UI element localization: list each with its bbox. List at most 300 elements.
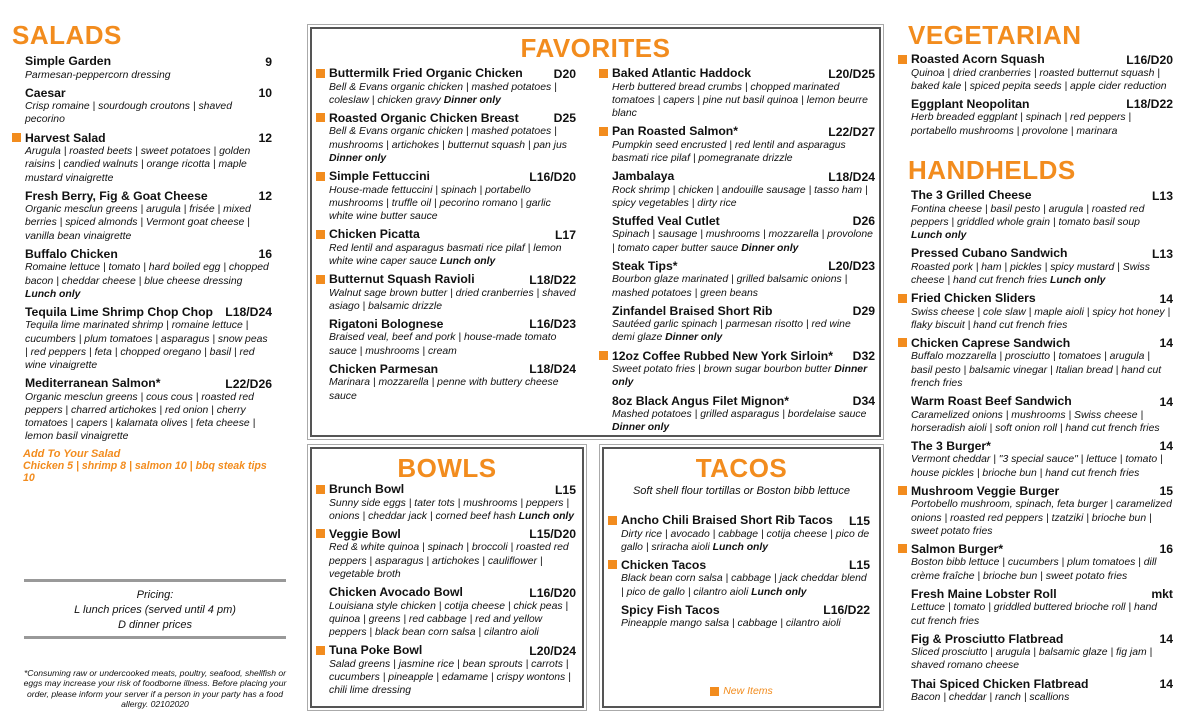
menu-item-description bbox=[898, 350, 1173, 390]
menu-item bbox=[599, 124, 875, 165]
menu-item-header bbox=[898, 542, 1173, 557]
menu-item-name bbox=[898, 632, 1063, 646]
menu-item bbox=[898, 542, 1173, 583]
menu-item bbox=[316, 227, 576, 268]
menu-item bbox=[12, 131, 272, 185]
menu-item-description-text: Louisiana style chicken | cotija cheese | chick peas | quinoa | greens | red cabbage | red and yellow peppers | black bean corn salsa | cilantro aioli bbox=[329, 600, 569, 638]
menu-item-name bbox=[898, 52, 1045, 66]
menu-item bbox=[599, 349, 875, 390]
vegetarian-section bbox=[898, 22, 1173, 142]
menu-item-description bbox=[898, 67, 1173, 93]
menu-item-description bbox=[599, 408, 875, 434]
favorites-title: FAVORITES bbox=[520, 33, 671, 63]
menu-item-header bbox=[316, 643, 576, 658]
menu-item-price: mkt bbox=[1151, 587, 1173, 602]
menu-item-name-text: Chicken Caprese Sandwich bbox=[911, 335, 1071, 350]
menu-item-description-text: Bourbon glaze marinated | grilled balsamic onions | mashed potatoes | green beans bbox=[612, 274, 848, 299]
menu-item-name-text: Zinfandel Braised Short Rib bbox=[612, 303, 773, 318]
new-item-marker-icon bbox=[316, 69, 325, 78]
menu-item bbox=[898, 291, 1173, 332]
menu-item-name bbox=[898, 677, 1088, 691]
add-to-salad-title: Add To Your Salad bbox=[23, 447, 121, 460]
menu-item-name-text: Thai Spiced Chicken Flatbread bbox=[911, 676, 1089, 691]
menu-item-description-text: Red & white quinoa | spinach | broccoli | roasted red peppers | asparagus | artichokes | cauliflower | vegetable broth bbox=[329, 542, 569, 580]
menu-item-description-text: Mashed potatoes | grilled asparagus | bordelaise sauce bbox=[612, 409, 867, 421]
menu-item-header bbox=[12, 86, 272, 101]
menu-item-description-text: Vermont cheddar | "3 special sauce" | lettuce | tomato | house pickles | brioche bun | hand cut french fries bbox=[911, 454, 1163, 479]
pricing-lunch: L lunch prices (served until 4 pm) bbox=[74, 604, 236, 616]
menu-item-name-text: Fresh Berry, Fig & Goat Cheese bbox=[25, 188, 208, 203]
new-item-marker-icon bbox=[316, 646, 325, 655]
menu-item-header bbox=[599, 214, 875, 229]
menu-item-description bbox=[608, 528, 870, 554]
new-item-marker-icon bbox=[316, 230, 325, 239]
menu-item-name-text: Chicken Tacos bbox=[621, 557, 707, 572]
menu-item-description-text: Roasted pork | ham | pickles | spicy mustard | Swiss cheese | hand cut french fries bbox=[911, 261, 1150, 286]
menu-item-description-text: Romaine lettuce | tomato | hard boiled egg | chopped bacon | cheddar cheese | blue cheese dressing bbox=[25, 262, 269, 287]
menu-item-header bbox=[316, 585, 576, 600]
menu-item bbox=[599, 66, 875, 120]
menu-item-name bbox=[608, 603, 720, 617]
menu-item-header bbox=[898, 246, 1173, 261]
menu-item-price: 14 bbox=[1159, 394, 1173, 409]
menu-item-name-text: Simple Garden bbox=[25, 54, 112, 68]
menu-item-name bbox=[12, 376, 160, 390]
menu-item-name-text: Roasted Acorn Squash bbox=[911, 52, 1045, 66]
menu-item-price: 12 bbox=[258, 189, 272, 204]
menu-item-description-text: Braised veal, beef and pork | house-made tomato sauce | mushrooms | cream bbox=[329, 332, 557, 357]
new-item-marker-icon bbox=[608, 516, 617, 525]
menu-item-name bbox=[898, 188, 1032, 202]
menu-item-price: 12 bbox=[258, 131, 272, 146]
menu-item-description-text: Caramelized onions | mushrooms | Swiss cheese | horseradish aioli | soft onion roll | hand cut french fries bbox=[911, 409, 1160, 434]
menu-item-description-text: Herb buttered bread crumbs | chopped marinated tomatoes | capers | pine nut basil quinoa | lemon beurre blanc bbox=[612, 81, 868, 119]
menu-item bbox=[608, 558, 870, 599]
menu-item-header bbox=[898, 632, 1173, 647]
menu-item-description bbox=[898, 306, 1173, 332]
menu-item-description bbox=[316, 658, 576, 698]
menu-item bbox=[316, 527, 576, 581]
menu-item-header bbox=[898, 336, 1173, 351]
menu-item-name bbox=[599, 259, 677, 273]
menu-item-price: 15 bbox=[1159, 484, 1173, 499]
menu-item-description bbox=[608, 617, 870, 630]
menu-item bbox=[898, 97, 1173, 138]
menu-item-description-text: Rock shrimp | chicken | andouille sausage | tasso ham | spicy vegetables | dirty rice bbox=[612, 184, 868, 209]
favorites-box bbox=[310, 27, 881, 437]
menu-item-description bbox=[898, 203, 1173, 243]
menu-item-name bbox=[316, 643, 422, 657]
menu-item bbox=[316, 585, 576, 639]
menu-item bbox=[898, 632, 1173, 673]
menu-item-name bbox=[898, 484, 1059, 498]
menu-item-header bbox=[316, 66, 576, 81]
menu-item-description-text: Crisp romaine | sourdough croutons | shaved pecorino bbox=[25, 101, 232, 126]
handhelds-title: HANDHELDS bbox=[908, 155, 1076, 185]
menu-item bbox=[316, 643, 576, 697]
menu-item-header bbox=[12, 247, 272, 262]
menu-item bbox=[12, 86, 272, 127]
menu-item-name-text: Fig & Prosciutto Flatbread bbox=[911, 631, 1064, 646]
menu-item bbox=[12, 54, 272, 82]
menu-item-header bbox=[898, 188, 1173, 203]
salads-title: SALADS bbox=[12, 20, 122, 50]
menu-item-name-text: Spicy Fish Tacos bbox=[621, 602, 720, 617]
menu-item-note: Dinner only bbox=[665, 332, 723, 344]
menu-item bbox=[316, 482, 576, 523]
menu-item-description bbox=[316, 376, 576, 402]
menu-item-name bbox=[599, 349, 833, 363]
menu-item bbox=[898, 336, 1173, 390]
menu-item-name-text: Tuna Poke Bowl bbox=[329, 643, 423, 658]
menu-item-name-text: Harvest Salad bbox=[25, 130, 106, 145]
menu-item-price: 10 bbox=[258, 86, 272, 101]
menu-item-header bbox=[316, 272, 576, 287]
menu-item-name-text: Simple Fettuccini bbox=[329, 169, 430, 184]
menu-item-description-text: Organic mesclun greens | cous cous | roasted red peppers | charred artichokes | red onion | cherry tomatoes | capers | kalamata olives | feta cheese | lemon basil vinaigrette bbox=[25, 391, 256, 443]
tacos-title: TACOS bbox=[695, 453, 788, 483]
menu-item-description-text: Bacon | cheddar | ranch | scallions bbox=[911, 692, 1070, 704]
menu-item-name-text: Buffalo Chicken bbox=[25, 246, 118, 261]
menu-item-header bbox=[898, 52, 1173, 67]
menu-item-description-text: Tequila lime marinated shrimp | romaine lettuce | cucumbers | plum tomatoes | asparagus | snow peas | red peppers | feta | chopped oregano | basil | red wine vinaigrette bbox=[25, 320, 268, 372]
menu-item-price: 14 bbox=[1159, 336, 1173, 351]
menu-item-description bbox=[316, 81, 576, 107]
menu-item-description-text: Arugula | roasted beets | sweet potatoes | golden raisins | candied walnuts | orange ricotta | maple mustard vinaigrette bbox=[25, 146, 251, 184]
menu-item bbox=[599, 214, 875, 255]
menu-item-header bbox=[316, 527, 576, 542]
handhelds-list bbox=[898, 188, 1173, 704]
menu-item-description bbox=[898, 453, 1173, 479]
tacos-subtitle: Soft shell flour tortillas or Boston bibb lettuce bbox=[632, 485, 851, 497]
menu-item-name-text: Jambalaya bbox=[612, 169, 675, 184]
menu-item-note: Dinner only bbox=[329, 152, 387, 164]
menu-item-description-text: Black bean corn salsa | cabbage | jack cheddar blend | pico de gallo | cilantro aioli bbox=[621, 573, 867, 598]
menu-item-description bbox=[608, 572, 870, 598]
menu-item-description bbox=[12, 100, 272, 126]
menu-item-description-text: Buffalo mozzarella | prosciutto | tomatoes | arugula | basil pesto | balsamic vinegar | Italian bread | hand cut french fries bbox=[911, 351, 1162, 389]
menu-item-price: L18/D24 bbox=[828, 169, 875, 184]
new-items-legend bbox=[604, 685, 879, 697]
menu-item-name bbox=[898, 336, 1070, 350]
salads-list bbox=[12, 54, 272, 444]
favorites-right-list bbox=[599, 66, 875, 438]
menu-item-header bbox=[12, 54, 272, 69]
menu-item-price: L22/D27 bbox=[828, 124, 875, 139]
menu-item-description-text: Herb breaded eggplant | spinach | red peppers | portabello mushrooms | provolone | marinara bbox=[911, 112, 1132, 137]
menu-item-header bbox=[599, 66, 875, 81]
new-item-marker-icon bbox=[898, 486, 907, 495]
menu-item-price: L16/D23 bbox=[529, 317, 576, 332]
menu-item-description-text: Dirty rice | avocado | cabbage | cotija cheese | pico de gallo | sriracha aioli bbox=[621, 528, 870, 553]
menu-item-price: L20/D25 bbox=[828, 66, 875, 81]
menu-item-price: L18/D24 bbox=[225, 305, 272, 320]
menu-item-description-text: Bell & Evans organic chicken | mashed potatoes | mushrooms | artichokes | butternut squash | pan jus bbox=[329, 126, 567, 151]
menu-item-description-text: Organic mesclun greens | arugula | frisée | mixed berries | spiced almonds | Vermont goat cheese | vanilla bean vinaigrette bbox=[25, 204, 251, 242]
menu-item-name bbox=[608, 513, 833, 527]
menu-item-name bbox=[898, 97, 1029, 111]
menu-item-name bbox=[898, 246, 1067, 260]
new-item-marker-icon bbox=[316, 485, 325, 494]
menu-item-name-text: Pan Roasted Salmon* bbox=[612, 124, 738, 139]
pricing-dinner: D dinner prices bbox=[118, 619, 192, 631]
menu-item-price: L13 bbox=[1151, 188, 1173, 203]
tacos-box bbox=[602, 447, 881, 708]
menu-item-name-text: Butternut Squash Ravioli bbox=[329, 272, 475, 287]
menu-item-header bbox=[898, 439, 1173, 454]
menu-item bbox=[608, 603, 870, 631]
menu-item-name bbox=[12, 86, 66, 100]
menu-item-description bbox=[12, 69, 272, 82]
menu-item bbox=[898, 677, 1173, 705]
menu-item-price: D34 bbox=[852, 394, 875, 409]
menu-item-name bbox=[608, 558, 706, 572]
menu-item-name-text: 8oz Black Angus Filet Mignon* bbox=[612, 393, 789, 408]
menu-item-name-text: Chicken Parmesan bbox=[329, 361, 439, 376]
menu-item-name-text: Fried Chicken Sliders bbox=[911, 291, 1036, 306]
menu-item-name bbox=[898, 542, 1003, 556]
menu-item bbox=[316, 169, 576, 223]
menu-item bbox=[316, 317, 576, 358]
menu-item-note: Lunch only bbox=[439, 255, 496, 267]
menu-item-header bbox=[898, 394, 1173, 409]
menu-item-price: L17 bbox=[554, 227, 576, 242]
menu-item-description-text: Swiss cheese | cole slaw | maple aioli | spicy hot honey | flaky biscuit | hand cut french fries bbox=[911, 306, 1171, 331]
menu-item-name bbox=[12, 189, 208, 203]
menu-item-description bbox=[12, 145, 272, 185]
menu-item-name bbox=[599, 169, 674, 183]
menu-item-name-text: Warm Roast Beef Sandwich bbox=[911, 394, 1072, 409]
add-to-salad-items: Chicken 5 | shrimp 8 | salmon 10 | bbq steak tips 10 bbox=[23, 459, 267, 484]
menu-item-description bbox=[316, 331, 576, 357]
menu-item-header bbox=[898, 484, 1173, 499]
new-item-marker-icon bbox=[599, 127, 608, 136]
new-item-marker-icon bbox=[898, 55, 907, 64]
menu-item-description bbox=[316, 541, 576, 581]
menu-item-description-text: Parmesan-peppercorn dressing bbox=[25, 69, 171, 81]
menu-item-description bbox=[898, 409, 1173, 435]
menu-item-name-text: Rigatoni Bolognese bbox=[329, 316, 444, 331]
menu-item bbox=[898, 587, 1173, 628]
menu-item-name-text: Brunch Bowl bbox=[329, 482, 405, 496]
bowls-title: BOWLS bbox=[397, 453, 497, 483]
menu-item-price: 14 bbox=[1159, 439, 1173, 454]
menu-item-price: L22/D26 bbox=[225, 376, 272, 391]
menu-item-description-text: Lettuce | tomato | griddled buttered brioche roll | hand cut french fries bbox=[911, 602, 1158, 627]
pricing-title: Pricing: bbox=[136, 589, 174, 601]
menu-item-name bbox=[12, 54, 111, 68]
menu-item-name bbox=[316, 482, 404, 496]
menu-item bbox=[12, 189, 272, 243]
menu-item-description-text: Sautéed garlic spinach | parmesan risotto | red wine demi glaze bbox=[612, 319, 851, 344]
menu-item-header bbox=[316, 362, 576, 377]
menu-item-name bbox=[898, 587, 1057, 601]
menu-item-header bbox=[608, 513, 870, 528]
menu-item-price: L16/D20 bbox=[1126, 52, 1173, 67]
menu-item-note: Dinner only bbox=[612, 422, 670, 434]
menu-item-description bbox=[898, 646, 1173, 672]
menu-item-price: D20 bbox=[553, 66, 576, 81]
menu-item-price: L18/D24 bbox=[529, 362, 576, 377]
bowls-box bbox=[310, 447, 584, 708]
menu-item-name-text: Chicken Picatta bbox=[329, 227, 420, 242]
menu-item-description bbox=[599, 81, 875, 121]
menu-item-description-text: Red lentil and asparagus basmati rice pilaf | lemon white wine caper sauce bbox=[329, 242, 562, 267]
pricing-block bbox=[24, 588, 286, 633]
menu-item-description bbox=[316, 242, 576, 268]
menu-item bbox=[898, 484, 1173, 538]
menu-item-description bbox=[316, 600, 576, 640]
menu-item-name-text: Veggie Bowl bbox=[329, 526, 401, 541]
menu-item-description bbox=[12, 261, 272, 301]
menu-item-header bbox=[608, 558, 870, 573]
menu-item-name-text: The 3 Grilled Cheese bbox=[911, 188, 1032, 202]
menu-item-price: 16 bbox=[1159, 542, 1173, 557]
menu-item-price: L16/D20 bbox=[529, 169, 576, 184]
menu-item-name-text: Buttermilk Fried Organic Chicken bbox=[329, 66, 523, 80]
menu-item-price: L20/D24 bbox=[529, 643, 576, 658]
menu-item-name-text: Salmon Burger* bbox=[911, 541, 1004, 556]
menu-item-name bbox=[599, 66, 751, 80]
menu-item-note: Dinner only bbox=[443, 94, 501, 106]
menu-item-price: D32 bbox=[852, 349, 875, 364]
menu-item bbox=[316, 66, 576, 107]
menu-item-description bbox=[898, 111, 1173, 137]
menu-item-name bbox=[898, 394, 1072, 408]
menu-item-note: Lunch only bbox=[751, 586, 807, 598]
menu-item-name-text: Mediterranean Salmon* bbox=[25, 376, 161, 391]
menu-item-note: Lunch only bbox=[25, 288, 81, 300]
menu-item-price: D25 bbox=[553, 111, 576, 126]
menu-item bbox=[898, 188, 1173, 242]
menu-item-header bbox=[898, 677, 1173, 692]
menu-item-note: Dinner only bbox=[741, 242, 799, 254]
menu-item-note: Lunch only bbox=[1050, 274, 1106, 286]
menu-item-note: Lunch only bbox=[518, 510, 575, 522]
menu-item-name bbox=[316, 527, 401, 541]
menu-item-name-text: Roasted Organic Chicken Breast bbox=[329, 110, 519, 125]
new-item-marker-icon bbox=[898, 294, 907, 303]
menu-item-description bbox=[599, 318, 875, 344]
menu-item bbox=[599, 304, 875, 345]
menu-item-name bbox=[599, 214, 720, 228]
menu-item bbox=[12, 376, 272, 443]
menu-item-header bbox=[12, 131, 272, 146]
menu-item-description bbox=[316, 184, 576, 224]
menu-item-header bbox=[608, 603, 870, 618]
menu-item-header bbox=[599, 349, 875, 364]
menu-item-header bbox=[898, 291, 1173, 306]
menu-item-description-text: Quinoa | dried cranberries | roasted butternut squash | baked kale | spiced pepita seeds | apple cider reduction bbox=[911, 67, 1167, 92]
menu-item-description bbox=[316, 287, 576, 313]
menu-item-price: 14 bbox=[1159, 677, 1173, 692]
favorites-left-list bbox=[316, 66, 576, 407]
menu-item-description-text: House-made fettuccini | spinach | portabello mushrooms | truffle oil | pecorino romano | garlic white wine butter sauce bbox=[329, 184, 551, 222]
menu-item-header bbox=[316, 227, 576, 242]
menu-item bbox=[608, 513, 870, 554]
menu-item-description bbox=[898, 556, 1173, 582]
menu-item-name-text: Caesar bbox=[25, 85, 66, 100]
menu-item-description-text: Portobello mushroom, spinach, feta burger | caramelized onions | roasted red peppers | tzatziki | brioche bun | sweet potato fries bbox=[911, 499, 1172, 537]
menu-item-price: L15 bbox=[554, 482, 576, 497]
menu-item-description-text: Fontina cheese | basil pesto | arugula | roasted red peppers | griddled whole grain | tomato basil soup bbox=[911, 203, 1145, 228]
menu-item bbox=[316, 362, 576, 403]
menu-item-description-text: Pineapple mango salsa | cabbage | cilantro aioli bbox=[621, 618, 841, 630]
menu-item-header bbox=[599, 259, 875, 274]
new-item-marker-icon bbox=[316, 172, 325, 181]
menu-item-header bbox=[12, 189, 272, 204]
menu-item-description-text: Boston bibb lettuce | cucumbers | plum tomatoes | dill crème fraîche | brioche bun | sweet potato fries bbox=[911, 557, 1157, 582]
menu-item-description-text: Marinara | mozzarella | penne with buttery cheese sauce bbox=[329, 377, 559, 402]
menu-item-price: L18/D22 bbox=[529, 272, 576, 287]
menu-item-name bbox=[599, 394, 789, 408]
menu-item-name bbox=[316, 111, 519, 125]
menu-item-name-text: Ancho Chili Braised Short Rib Tacos bbox=[621, 513, 833, 527]
menu-item bbox=[316, 272, 576, 313]
menu-item-description bbox=[12, 391, 272, 444]
menu-item-header bbox=[599, 169, 875, 184]
menu-item-name bbox=[316, 227, 420, 241]
menu-item-price: L15/D20 bbox=[529, 527, 576, 542]
menu-item-header bbox=[599, 394, 875, 409]
menu-item bbox=[898, 52, 1173, 93]
new-item-marker-icon bbox=[12, 133, 21, 142]
menu-item-name bbox=[12, 131, 106, 145]
menu-item-description bbox=[898, 261, 1173, 287]
menu-item-name-text: Pressed Cubano Sandwich bbox=[911, 246, 1068, 261]
menu-item bbox=[898, 439, 1173, 480]
menu-item bbox=[599, 169, 875, 210]
menu-item-description bbox=[599, 228, 875, 254]
bowls-list bbox=[316, 482, 576, 701]
menu-item-description bbox=[599, 184, 875, 210]
menu-item-price: L18/D22 bbox=[1126, 97, 1173, 112]
menu-item-name bbox=[316, 66, 523, 80]
menu-item-header bbox=[898, 97, 1173, 112]
pricing-bottom-rule bbox=[24, 636, 286, 639]
menu-item-description bbox=[599, 139, 875, 165]
menu-item-description-text: Sliced prosciutto | arugula | balsamic glaze | fig jam | shaved romano cheese bbox=[911, 647, 1153, 672]
menu-item-name bbox=[316, 272, 475, 286]
menu-item-description bbox=[599, 363, 875, 389]
menu-item bbox=[898, 394, 1173, 435]
menu-item-price: 14 bbox=[1159, 291, 1173, 306]
menu-item-description bbox=[898, 498, 1173, 538]
menu-item-description-text: Spinach | sausage | mushrooms | mozzarella | provolone | tomato caper butter sauce bbox=[612, 229, 873, 254]
menu-item-name-text: Mushroom Veggie Burger bbox=[911, 483, 1060, 498]
menu-item-name bbox=[599, 304, 773, 318]
menu-item-header bbox=[12, 305, 272, 320]
menu-item-header bbox=[316, 482, 576, 497]
menu-item-note: Dinner only bbox=[612, 364, 868, 389]
menu-item-price: 16 bbox=[258, 247, 272, 262]
menu-item-header bbox=[12, 376, 272, 391]
menu-item-description-text: Bell & Evans organic chicken | mashed potatoes | coleslaw | chicken gravy bbox=[329, 81, 557, 106]
menu-item-name-text: Baked Atlantic Haddock bbox=[612, 66, 752, 80]
menu-item-name bbox=[12, 247, 118, 261]
menu-item-name bbox=[898, 291, 1036, 305]
menu-item-name-text: Chicken Avocado Bowl bbox=[329, 585, 463, 600]
menu-item-name bbox=[599, 124, 738, 138]
menu-item-description bbox=[599, 273, 875, 299]
new-item-marker-icon bbox=[608, 560, 617, 569]
vegetarian-title: VEGETARIAN bbox=[908, 20, 1082, 50]
menu-item-price: L16/D22 bbox=[823, 603, 870, 618]
new-item-marker-icon bbox=[316, 275, 325, 284]
menu-item-price: D26 bbox=[852, 214, 875, 229]
new-item-marker-icon bbox=[898, 544, 907, 553]
menu-item-description bbox=[316, 125, 576, 165]
